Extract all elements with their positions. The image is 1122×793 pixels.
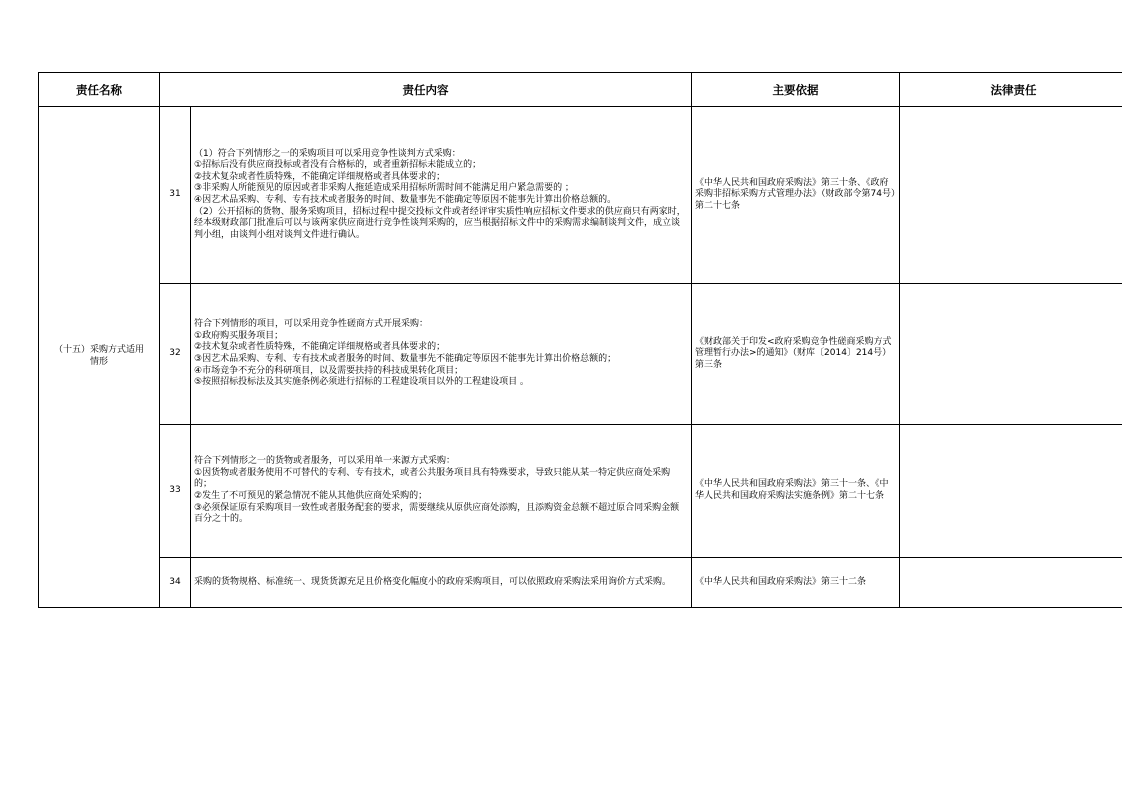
table-row — [39, 107, 1122, 284]
content-line: ③非采购人所能预见的原因或者非采购人拖延造成采用招标所需时间不能满足用户紧急需要的 ； — [194, 183, 574, 194]
header-name: 责任名称 — [39, 73, 160, 107]
content-line: （1）符合下列情形之一的采购项目可以采用竞争性谈判方式采购： — [194, 148, 461, 159]
content-line: ①招标后没有供应商投标或者没有合格标的，或者重新招标未能成立的； — [194, 160, 482, 171]
basis-cell: 《中华人民共和国政府采购法》第三十一条、《中华人民共和国政府采购法实施条例》第二十七条 — [692, 425, 900, 558]
table-row — [39, 284, 1122, 425]
content-line: ⑤按照招标投标法及其实施条例必须进行招标的工程建设项目以外的工程建设项目 。 — [194, 377, 529, 388]
row-number: 34 — [160, 558, 191, 608]
header-content: 责任内容 — [160, 73, 692, 107]
content-cell — [191, 425, 692, 558]
content-line: ②技术复杂或者性质特殊，不能确定详细规格或者具体要求的； — [194, 171, 446, 182]
table-row — [39, 558, 1122, 608]
category-cell: （十五）采购方式适用情形 — [39, 107, 160, 608]
header-basis: 主要依据 — [692, 73, 900, 107]
table-row — [39, 425, 1122, 558]
content-line: ②发生了不可预见的紧急情况不能从其他供应商处采购的； — [194, 491, 428, 501]
content-line: ④因艺术品采购、专利、专有技术或者服务的时间、数量事先不能确定等原因不能事先计算出价格总额的。 — [194, 195, 617, 205]
liability-cell — [900, 107, 1122, 284]
row-number: 33 — [160, 425, 191, 558]
content-line: （2）公开招标的货物、服务采购项目，招标过程中提交投标文件或者经评审实质性响应招标文件要求的供应商只有两家时，经本级财政部门批准后可以与该两家供应商进行竞争性谈判采购的，应当根据招标文件中的采购需求编制谈判文件，成立谈判小组，由谈判小组对谈判文件进行确认。 — [194, 206, 686, 240]
basis-cell: 《财政部关于印发<政府采购竞争性磋商采购方式管理暂行办法>的通知》（财库〔2014〕214号）第三条 — [692, 284, 900, 425]
content-line: ②技术复杂或者性质特殊，不能确定详细规格或者具体要求的； — [194, 342, 446, 353]
basis-cell: 《中华人民共和国政府采购法》第三十条、《政府采购非招标采购方式管理办法》（财政部令第74号）第二十七条 — [692, 107, 900, 284]
liability-cell — [900, 558, 1122, 608]
basis-cell: 《中华人民共和国政府采购法》第三十二条 — [692, 558, 900, 608]
content-line: ③必须保证原有采购项目一致性或者服务配套的要求，需要继续从原供应商处添购，且添购资金总额不超过原合同采购金额百分之十的。 — [194, 502, 680, 525]
content-line: 采购的货物规格、标准统一、现货货源充足且价格变化幅度小的政府采购项目，可以依照政府采购法采用询价方式采购。 — [194, 576, 672, 587]
content-line: ①政府购买服务项目； — [194, 330, 284, 341]
content-line: 符合下列情形之一的货物或者服务，可以采用单一来源方式采购： — [194, 456, 456, 467]
content-line: ③因艺术品采购、专利、专有技术或者服务的时间、数量事先不能确定等原因不能事先计算出价格总额的； — [194, 354, 617, 364]
content-cell — [191, 107, 692, 284]
content-cell — [191, 284, 692, 425]
content-cell — [191, 558, 692, 608]
header-row — [39, 73, 1122, 107]
content-line: 符合下列情形的项目，可以采用竞争性磋商方式开展采购： — [194, 319, 429, 330]
row-number: 31 — [160, 107, 191, 284]
liability-cell — [900, 284, 1122, 425]
row-number: 32 — [160, 284, 191, 425]
liability-cell — [900, 425, 1122, 558]
content-line: ④市场竞争不充分的科研项目，以及需要扶持的科技成果转化项目； — [194, 365, 464, 376]
content-line: ①因货物或者服务使用不可替代的专利、专有技术，或者公共服务项目具有特殊要求，导致只能从某一特定供应商处采购的； — [194, 467, 671, 490]
header-liability: 法律责任 — [900, 73, 1122, 107]
responsibility-table — [38, 72, 1122, 608]
